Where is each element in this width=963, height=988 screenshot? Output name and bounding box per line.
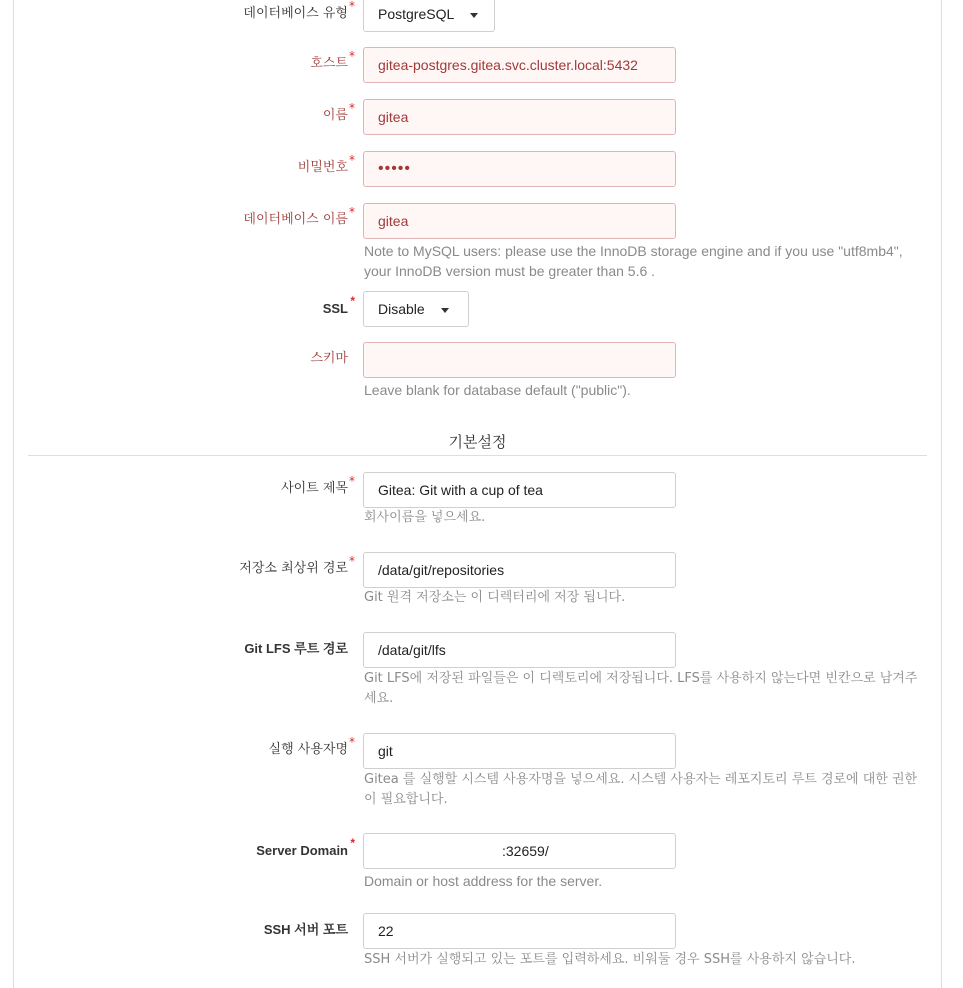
required-mark: * bbox=[350, 836, 355, 850]
repo-root-label: 저장소 최상위 경로 * bbox=[239, 554, 355, 576]
required-mark: * bbox=[349, 49, 355, 63]
run-user-input[interactable]: git bbox=[363, 733, 676, 769]
site-title-input[interactable]: Gitea: Git with a cup of tea bbox=[363, 472, 676, 508]
required-mark: * bbox=[349, 735, 355, 749]
lfs-root-label: Git LFS 루트 경로 bbox=[244, 641, 348, 656]
db-password-input[interactable]: ••••• bbox=[363, 151, 676, 187]
db-password-label: 비밀번호 * bbox=[297, 153, 355, 175]
lfs-root-input[interactable]: /data/git/lfs bbox=[363, 632, 676, 668]
run-user-label: 실행 사용자명 * bbox=[268, 735, 355, 757]
db-name-help: Note to MySQL users: please use the InnoDB storage engine and if you use "utf8mb4", your InnoDB version must be greater than 5.6 . bbox=[364, 243, 903, 279]
host-input[interactable]: gitea-postgres.gitea.svc.cluster.local:5432 bbox=[363, 47, 676, 83]
chevron-down-icon bbox=[470, 13, 478, 18]
db-user-label: 이름 * bbox=[322, 101, 355, 123]
schema-label: 스키마 bbox=[310, 351, 348, 366]
required-mark: * bbox=[349, 0, 355, 13]
site-title-label: 사이트 제목 * bbox=[281, 474, 355, 496]
required-mark: * bbox=[349, 474, 355, 488]
db-type-dropdown[interactable] bbox=[363, 0, 495, 32]
db-name-label: 데이터베이스 이름 * bbox=[243, 205, 355, 227]
schema-help: Leave blank for database default ("public"). bbox=[364, 382, 631, 398]
server-domain-help: Domain or host address for the server. bbox=[364, 873, 603, 889]
db-name-input[interactable]: gitea bbox=[363, 203, 676, 239]
db-type-value: PostgreSQL bbox=[378, 6, 455, 22]
server-domain-label: Server Domain * bbox=[256, 836, 355, 858]
host-label: 호스트 * bbox=[310, 49, 355, 71]
required-mark: * bbox=[349, 153, 355, 167]
ssl-dropdown[interactable] bbox=[363, 291, 469, 327]
repo-root-input[interactable]: /data/git/repositories bbox=[363, 552, 676, 588]
ssl-value: Disable bbox=[378, 301, 425, 317]
db-user-input[interactable]: gitea bbox=[363, 99, 676, 135]
site-title-help: 회사이름을 넣으세요. bbox=[364, 510, 486, 525]
ssh-port-label: SSH 서버 포트 bbox=[263, 922, 348, 937]
required-mark: * bbox=[350, 294, 355, 308]
db-type-label: 데이터베이스 유형 * bbox=[243, 0, 355, 21]
lfs-root-help: Git LFS에 저장된 파일들은 이 디렉토리에 저장됩니다. LFS를 사용하지 않는다면 빈칸으로 남겨주세요. bbox=[364, 671, 918, 706]
repo-root-help: Git 원격 저장소는 이 디렉터리에 저장 됩니다. bbox=[364, 590, 626, 605]
chevron-down-icon bbox=[441, 308, 449, 313]
ssl-label: SSL * bbox=[322, 294, 355, 316]
server-domain-input[interactable]: :32659/ bbox=[363, 833, 676, 869]
required-mark: * bbox=[349, 205, 355, 219]
required-mark: * bbox=[349, 554, 355, 568]
run-user-help: Gitea 를 실행할 시스템 사용자명을 넣으세요. 시스템 사용자는 레포지토리 루트 경로에 대한 권한이 필요합니다. bbox=[364, 772, 918, 807]
general-settings-heading: 기본설정 bbox=[28, 431, 927, 456]
schema-input[interactable] bbox=[363, 342, 676, 378]
required-mark: * bbox=[349, 101, 355, 115]
ssh-port-input[interactable]: 22 bbox=[363, 913, 676, 949]
ssh-port-help: SSH 서버가 실행되고 있는 포트를 입력하세요. 비워둘 경우 SSH를 사용하지 않습니다. bbox=[364, 952, 856, 967]
